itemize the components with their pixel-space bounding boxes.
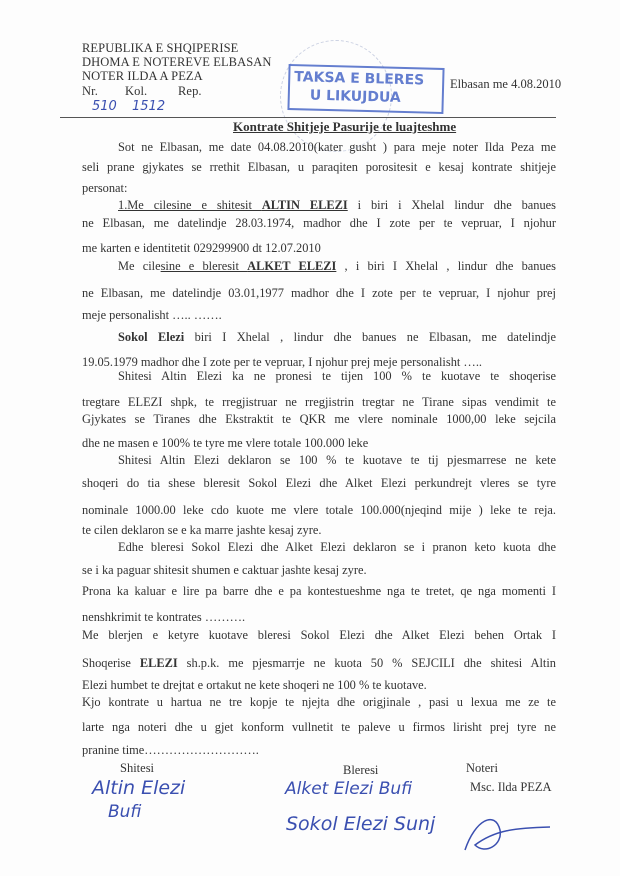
contract-line	[82, 584, 556, 599]
contract-text: i biri i Xhelal lindur dhe banues	[347, 198, 557, 212]
contract-text: me karten e identitetit 029299900 dt 12.07.2010	[82, 241, 321, 255]
place-date: Elbasan me 4.08.2010	[450, 77, 562, 91]
contract-text: ALTIN ELEZI	[261, 198, 348, 212]
tax-stamp	[287, 64, 444, 114]
contract-text: , i biri I Xhelal , lindur dhe banues	[336, 259, 556, 273]
contract-line	[82, 355, 482, 370]
seller-label: Shitesi	[120, 761, 155, 775]
contract-text: dhe ne masen e 100% te tyre me vlere totale 100.000 leke	[82, 436, 369, 450]
contract-text: ne Elbasan, me datelindje 03.01,1977 madhor dhe I zote per te vepruar, I njohur prej	[82, 286, 556, 300]
contract-line	[82, 436, 368, 451]
contract-text: sine e bleresit	[160, 259, 248, 273]
notary-name: Msc. Ilda PEZA	[470, 780, 552, 794]
contract-text: Kjo kontrate u hartua ne tre kopje te njejta dhe origjinale , pasi u lexua me ze te	[82, 695, 556, 709]
buyer2-signature: Sokol Elezi Sunj	[286, 813, 436, 835]
contract-line	[82, 503, 556, 518]
contract-line	[82, 412, 556, 427]
contract-text: meje personalisht ….. …….	[82, 308, 222, 322]
header-chamber: DHOMA E NOTEREVE ELBASAN	[82, 55, 272, 69]
notary-label: Noteri	[466, 761, 498, 775]
contract-line	[82, 160, 556, 175]
contract-line	[82, 695, 556, 710]
contract-text: Sokol Elezi	[118, 330, 185, 344]
contract-text: Edhe bleresi Sokol Elezi dhe Alket Elezi deklaron se i pranon keto kuota dhe	[118, 540, 556, 554]
contract-text: Shoqerise	[82, 656, 140, 670]
contract-line	[82, 523, 321, 538]
contract-text: ELEZI	[139, 656, 178, 670]
contract-text: shoqeri do tia shese bleresit Sokol Elezi dhe Alket Elezi perkundrejt vleres se tyre	[82, 476, 556, 490]
contract-text: Shitesi Altin Elezi deklaron se 100 % te kuotave te tij pjesmarrese ne kete	[118, 453, 556, 467]
contract-text: ne Elbasan, me datelindje 28.03.1974, madhor dhe I zote per te vepruar, I njohur	[82, 216, 556, 230]
contract-line	[82, 216, 556, 231]
contract-text: personat:	[82, 181, 128, 195]
contract-text: te cilen deklaron se e ka marre jashte kesaj zyre.	[82, 523, 322, 537]
contract-line	[118, 453, 556, 468]
contract-line	[82, 308, 222, 323]
contract-line	[82, 678, 427, 693]
contract-text: ALKET ELEZI	[247, 259, 337, 273]
buyer1-signature: Alket Elezi Bufi	[285, 779, 413, 799]
header-notary: NOTER ILDA A PEZA	[82, 69, 203, 83]
handwritten-nr: 510	[92, 99, 117, 114]
header-rep-label: Rep.	[178, 84, 202, 98]
contract-text: Me blerjen e ketyre kuotave bleresi Sokol Elezi dhe Alket Elezi behen Ortak I	[82, 628, 556, 642]
contract-text: seli prane gjykates se rrethit Elbasan, u paraqiten porositesit e kesaj kontrate shitjeje	[82, 160, 556, 174]
handwritten-kol: 1512	[132, 99, 166, 114]
contract-line	[118, 330, 556, 345]
contract-line	[82, 610, 245, 625]
contract-text: larte nga noteri dhe u gjet konform vullnetit te paleve u firmos lirisht prej tyre ne	[82, 720, 556, 734]
stamp-line1: TAKSA E BLERES	[294, 69, 425, 89]
contract-text: biri I Xhelal , lindur dhe banues ne Elbasan, me datelindje	[184, 330, 556, 344]
contract-line	[82, 656, 556, 671]
contract-line	[82, 181, 127, 196]
contract-line	[82, 286, 556, 301]
contract-text: Prona ka kaluar e lire pa barre dhe e pa kontestueshme nga te tretet, qe nga momenti I	[82, 584, 556, 598]
contract-line	[82, 395, 556, 410]
contract-line	[82, 628, 556, 643]
seller-signature-2: Bufi	[108, 802, 142, 822]
contract-text: sh.p.k. me pjesmarrje ne kuota 50 % SEJCILI dhe shitesi Altin	[177, 656, 556, 670]
contract-text: nenshkrimit te kontrates ……….	[82, 610, 246, 624]
contract-text: Gjykates se Tiranes dhe Ekstraktit te QKR me vlere nominale 1000,00 leke sejcila	[82, 412, 556, 426]
contract-text: tregtare ELEZI shpk, te rregjistruar ne rregjistrin tregtar ne Tirane sipas vendimit te	[82, 395, 556, 409]
header-republic: REPUBLIKA E SHQIPERISE	[82, 41, 239, 55]
contract-line	[118, 198, 556, 213]
header-kol-label: Kol.	[125, 84, 148, 98]
header-divider	[60, 117, 556, 118]
contract-text: Elezi humbet te drejtat e ortakut ne kete shoqeri ne 100 % te kuotave.	[82, 678, 427, 692]
contract-line	[118, 259, 556, 274]
notary-signature-scribble	[455, 800, 555, 860]
contract-text: Me cile	[118, 259, 161, 273]
buyers-label: Bleresi	[343, 763, 379, 777]
contract-text: pranine time……………………….	[82, 743, 259, 757]
contract-line	[82, 241, 321, 256]
contract-text: Sot ne Elbasan, me date 04.08.2010(kater gusht ) para meje noter Ilda Peza me	[118, 140, 556, 154]
contract-text: nominale 1000.00 leke cdo kuote me vlere totale 100.000(njeqind mije ) leke te reja.	[82, 503, 556, 517]
contract-line	[118, 140, 556, 155]
contract-line	[82, 720, 556, 735]
contract-text: se i ka paguar shitesit shumen e caktuar jashte kesaj zyre.	[82, 563, 367, 577]
contract-text: Shitesi Altin Elezi ka ne pronesi te tijen 100 % te kuotave te shoqerise	[118, 369, 556, 383]
contract-line	[118, 540, 556, 555]
stamp-line2: U LIKUJDUA	[309, 87, 401, 106]
contract-line	[82, 743, 259, 758]
contract-line	[82, 476, 556, 491]
seller-signature: Altin Elezi	[92, 777, 186, 799]
header-nr-label: Nr.	[82, 84, 98, 98]
contract-text: 1.Me cilesine e shitesit	[118, 198, 262, 212]
document-title: Kontrate Shitjeje Pasurije te luajteshme	[233, 119, 457, 134]
contract-text: 19.05.1979 madhor dhe I zote per te vepruar, I njohur prej meje personalisht …..	[82, 355, 483, 369]
contract-line	[82, 563, 367, 578]
contract-line	[118, 369, 556, 384]
